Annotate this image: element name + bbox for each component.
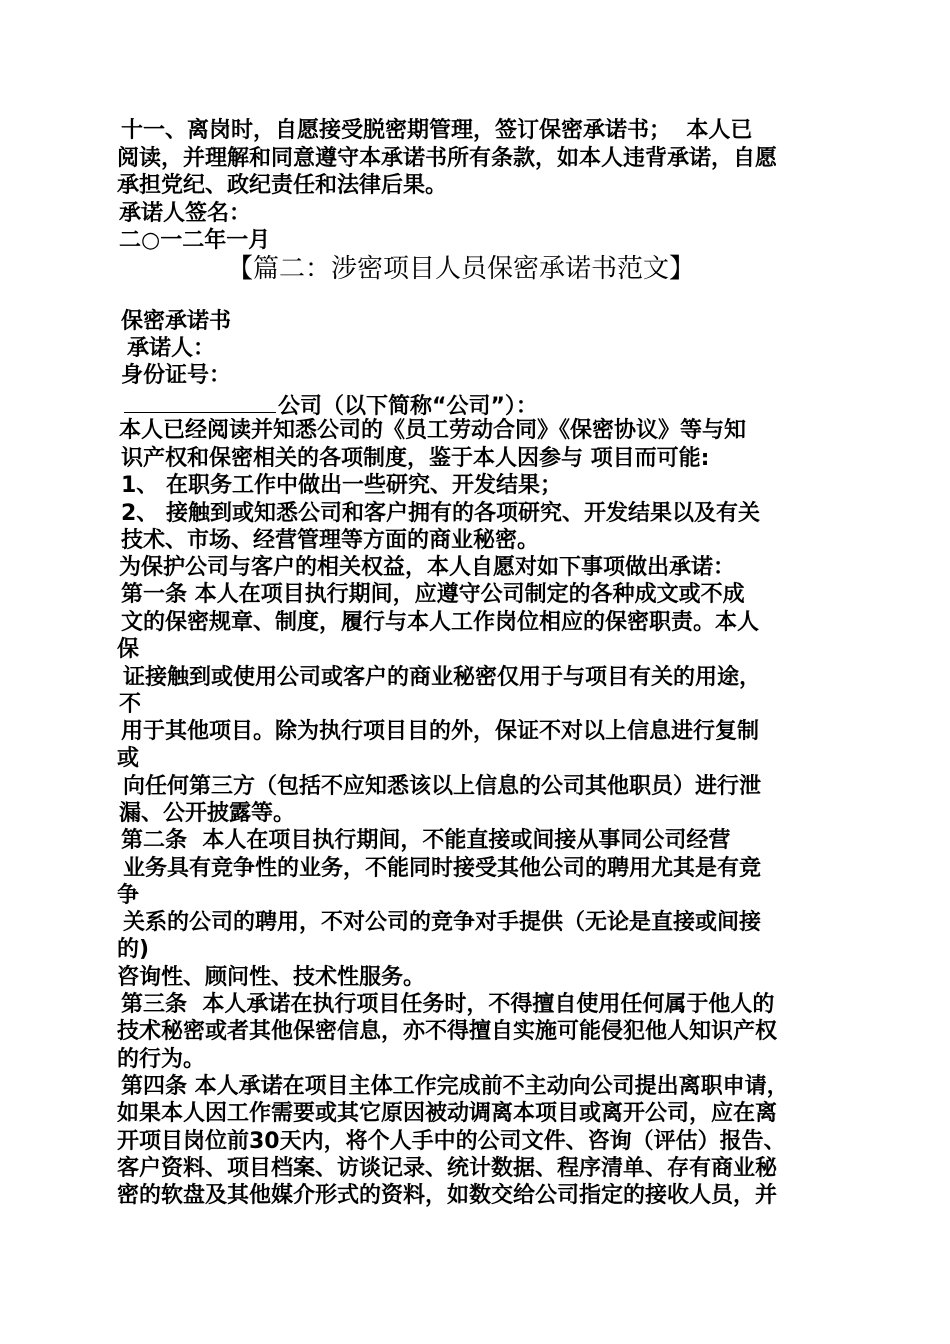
text-line: 技术、市场、经营管理等方面的商业秘密。	[121, 528, 540, 553]
text-line: 保	[117, 637, 140, 662]
company-line	[124, 390, 538, 420]
company-label: 公司（以下简称“公司”）：	[278, 394, 538, 419]
text-line: 业务具有竞争性的业务，不能同时接受其他公司的聘用尤其是有竞	[123, 856, 762, 881]
text-line: 第三条 本人承诺在执行项目任务时，不得擅自使用任何属于他人的	[121, 992, 775, 1017]
text-line: 证接触到或使用公司或客户的商业秘密仅用于与项目有关的用途，	[123, 665, 762, 690]
text-line: 不	[119, 692, 142, 717]
text-line: 第二条 本人在项目执行期间，不能直接或间接从事同公司经营	[121, 828, 731, 853]
section-heading: 【篇二：涉密项目人员保密承诺书范文】	[227, 254, 696, 284]
signature-label: 承诺人签名：	[119, 201, 252, 226]
text-line: 十一、离岗时，自愿接受脱密期管理，签订保密承诺书； 本人已	[121, 118, 753, 143]
text-line: 或	[117, 746, 140, 771]
text-line: 争	[117, 883, 140, 908]
text-line: 开项目岗位前30天内，将个人手中的公司文件、咨询（评估）报告、	[117, 1129, 786, 1154]
text-line: 第四条 本人承诺在项目主体工作完成前不主动向公司提出离职申请，	[121, 1074, 789, 1099]
text-line: 阅读，并理解和同意遵守本承诺书所有条款，如本人违背承诺，自愿	[117, 146, 778, 171]
text-line: 向任何第三方（包括不应知悉该以上信息的公司其他职员）进行泄	[123, 774, 762, 799]
text-line: 的行为。	[117, 1047, 206, 1072]
id-number-label: 身份证号：	[121, 363, 232, 388]
promiser-label: 承诺人：	[127, 336, 216, 361]
text-line: 关系的公司的聘用，不对公司的竞争对手提供（无论是直接或间接	[123, 910, 762, 935]
document-title: 保密承诺书	[121, 309, 232, 334]
list-item: 2、 接触到或知悉公司和客户拥有的各项研究、开发结果以及有关	[121, 501, 760, 526]
date-line: 二○一二年一月	[119, 228, 271, 253]
text-line: 技术秘密或者其他保密信息，亦不得擅自实施可能侵犯他人知识产权	[117, 1019, 778, 1044]
text-line: 承担党纪、政纪责任和法律后果。	[117, 173, 448, 198]
text-line: 漏、公开披露等。	[119, 801, 296, 826]
text-line: 文的保密规章、制度，履行与本人工作岗位相应的保密职责。本人	[121, 610, 760, 635]
text-line: 识产权和保密相关的各项制度，鉴于本人因参与 项目而可能:	[121, 446, 710, 471]
text-line: 本人已经阅读并知悉公司的《员工劳动合同》《保密协议》等与知	[119, 418, 747, 443]
text-line: 用于其他项目。除为执行项目目的外，保证不对以上信息进行复制	[121, 719, 760, 744]
text-line: 为保护公司与客户的相关权益，本人自愿对如下事项做出承诺：	[119, 555, 736, 580]
text-line: 咨询性、顾问性、技术性服务。	[117, 965, 426, 990]
text-line: 第一条 本人在项目执行期间，应遵守公司制定的各种成文或不成	[121, 582, 745, 607]
text-line: 的)	[117, 937, 150, 962]
text-line: 如果本人因工作需要或其它原因被动调离本项目或离开公司，应在离	[117, 1101, 778, 1126]
text-line: 客户资料、项目档案、访谈记录、统计数据、程序清单、存有商业秘	[117, 1156, 778, 1181]
text-line: 密的软盘及其他媒介形式的资料，如数交给公司指定的接收人员，并	[117, 1183, 778, 1208]
list-item: 1、 在职务工作中做出一些研究、开发结果；	[121, 473, 562, 498]
fill-in-blank	[124, 390, 276, 413]
